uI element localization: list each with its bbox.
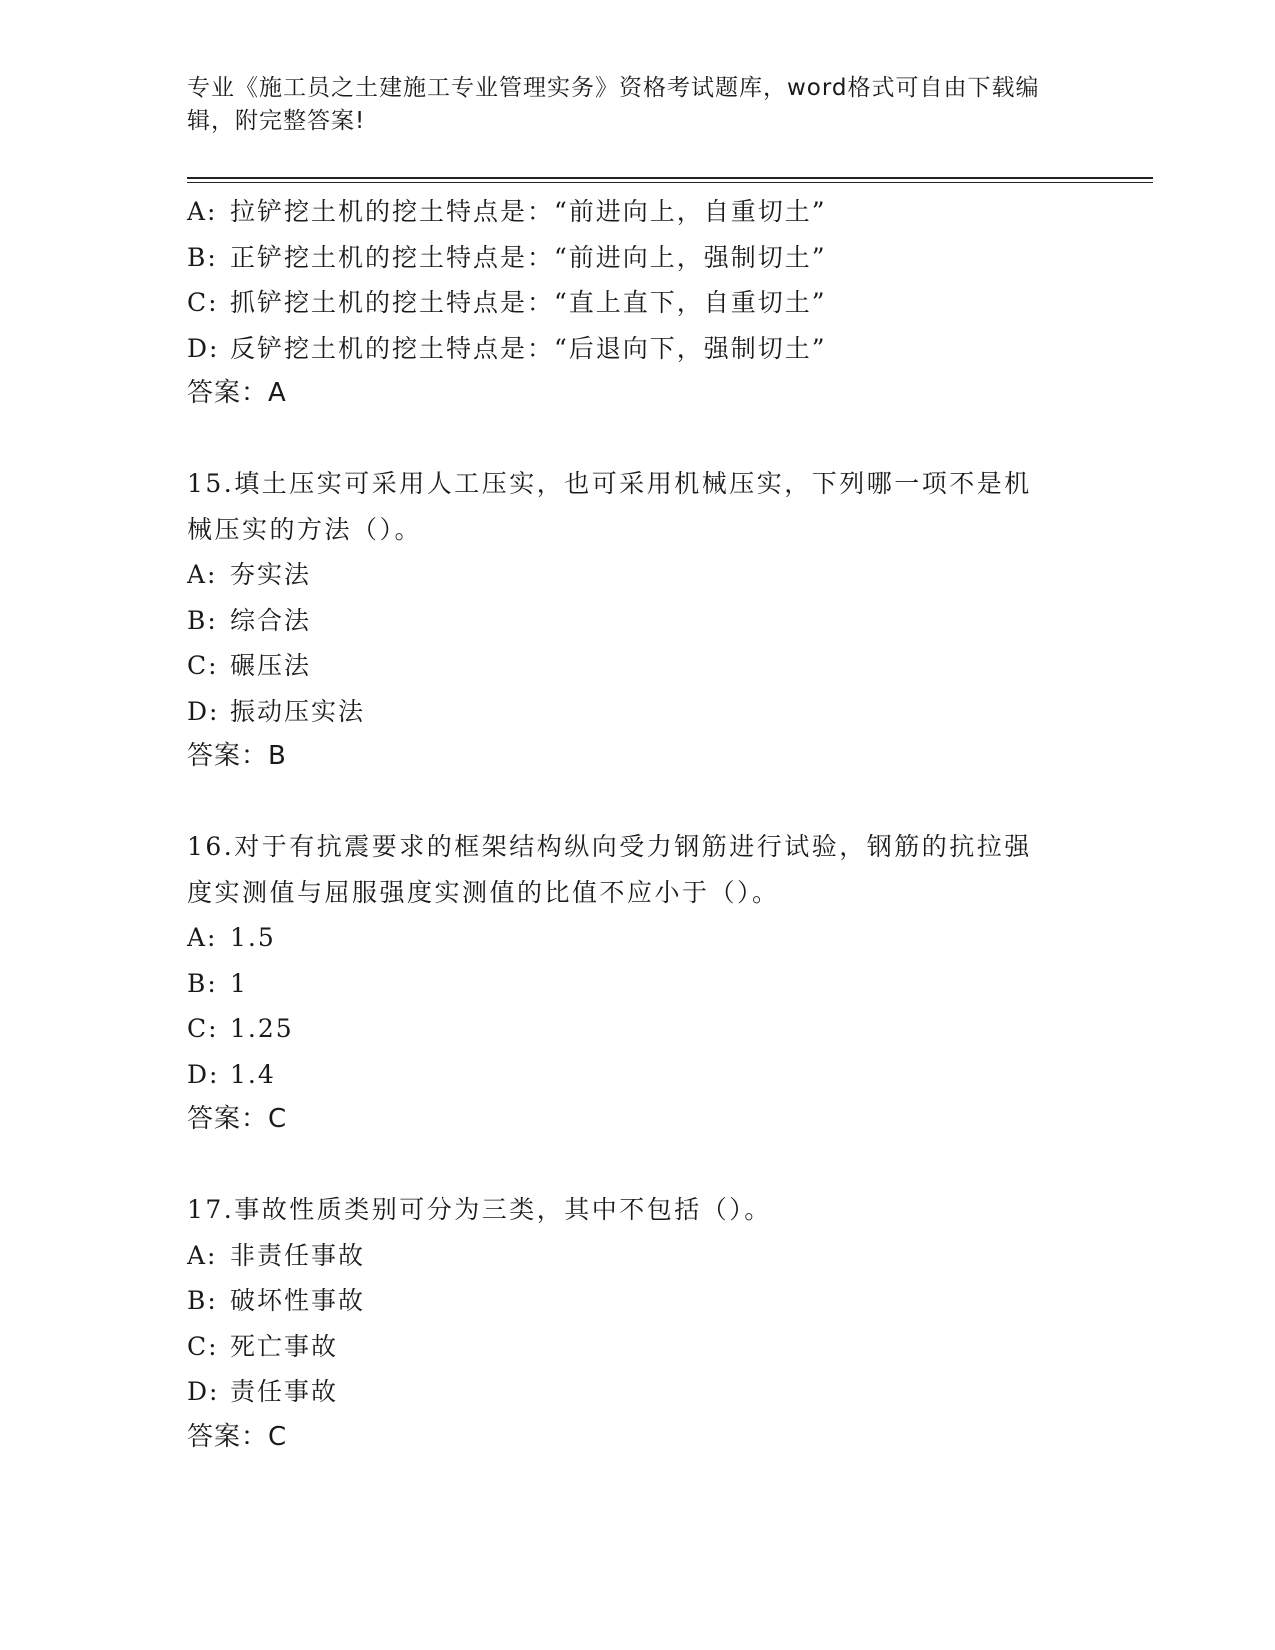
option-key: A: bbox=[187, 923, 218, 952]
stem-line-2: 械压实的方法（）。 bbox=[187, 514, 423, 544]
option-text: 夯实法 bbox=[230, 560, 312, 589]
option-d bbox=[187, 326, 1087, 372]
option-text: 1.4 bbox=[230, 1059, 276, 1089]
option-text: 正铲挖土机的挖土特点是：“前进向上，强制切土” bbox=[230, 242, 827, 272]
spacer bbox=[187, 1142, 1087, 1187]
option-a bbox=[187, 189, 1087, 235]
option-key: A: bbox=[187, 1240, 218, 1270]
question-15 bbox=[187, 461, 1087, 779]
option-a bbox=[187, 1233, 1087, 1279]
header-rule-thin bbox=[187, 182, 1153, 183]
option-text: 破坏性事故 bbox=[230, 1286, 366, 1315]
option-text: 碾压法 bbox=[230, 651, 312, 680]
option-b bbox=[187, 598, 1087, 644]
stem-line-2: 度实测值与屈服强度实测值的比值不应小于（）。 bbox=[187, 877, 780, 907]
option-text: 反铲挖土机的挖土特点是：“后退向下，强制切土” bbox=[230, 333, 827, 363]
answer-line: 答案：B bbox=[187, 741, 287, 771]
option-text: 振动压实法 bbox=[230, 696, 366, 726]
option-d bbox=[187, 1369, 1087, 1415]
option-key: D: bbox=[187, 1059, 220, 1089]
stem-line-1: 16.对于有抗震要求的框架结构纵向受力钢筋进行试验，钢筋的抗拉强 bbox=[187, 832, 1032, 861]
stem-line-1: 15.填土压实可采用人工压实，也可采用机械压实，下列哪一项不是机 bbox=[187, 469, 1032, 498]
option-key: B: bbox=[187, 968, 218, 998]
option-b bbox=[187, 235, 1087, 281]
option-text: 责任事故 bbox=[230, 1377, 339, 1406]
document-header bbox=[187, 72, 1067, 138]
header-line-1: 专业《施工员之土建施工专业管理实务》资格考试题库，word格式可自由下载编 bbox=[187, 75, 1040, 101]
option-key: C: bbox=[187, 288, 219, 317]
option-key: A: bbox=[187, 197, 218, 226]
question-stem bbox=[187, 461, 1067, 552]
option-d bbox=[187, 1052, 1087, 1098]
answer-line: 答案：C bbox=[187, 1104, 288, 1134]
option-text: 非责任事故 bbox=[230, 1240, 366, 1270]
option-key: C: bbox=[187, 1331, 219, 1361]
option-text: 死亡事故 bbox=[230, 1331, 339, 1361]
option-key: D: bbox=[187, 696, 220, 726]
option-a bbox=[187, 552, 1087, 598]
option-text: 1.5 bbox=[230, 923, 276, 952]
option-b bbox=[187, 961, 1087, 1007]
header-line-2: 辑，附完整答案! bbox=[187, 108, 366, 134]
option-c bbox=[187, 1006, 1087, 1052]
option-text: 1 bbox=[230, 968, 248, 998]
option-key: D: bbox=[187, 333, 220, 363]
question-stem bbox=[187, 824, 1067, 915]
stem-line-1: 17.事故性质类别可分为三类，其中不包括（）。 bbox=[187, 1195, 772, 1224]
header-rule-thick bbox=[187, 177, 1153, 179]
option-c bbox=[187, 643, 1087, 689]
question-list bbox=[187, 189, 1087, 1460]
option-b bbox=[187, 1278, 1087, 1324]
question-14-tail bbox=[187, 189, 1087, 416]
option-key: B: bbox=[187, 1286, 218, 1315]
option-key: B: bbox=[187, 605, 218, 635]
option-key: B: bbox=[187, 242, 218, 272]
answer-line: 答案：A bbox=[187, 378, 287, 408]
question-stem bbox=[187, 1187, 1067, 1233]
answer-line: 答案：C bbox=[187, 1421, 288, 1452]
question-16 bbox=[187, 824, 1087, 1142]
option-text: 1.25 bbox=[230, 1014, 294, 1043]
option-d bbox=[187, 689, 1087, 735]
option-key: C: bbox=[187, 651, 219, 680]
spacer bbox=[187, 416, 1087, 461]
spacer bbox=[187, 779, 1087, 824]
question-17 bbox=[187, 1187, 1087, 1460]
option-a bbox=[187, 915, 1087, 961]
option-c bbox=[187, 280, 1087, 326]
option-c bbox=[187, 1324, 1087, 1370]
option-text: 抓铲挖土机的挖土特点是：“直上直下，自重切土” bbox=[230, 288, 827, 317]
option-key: C: bbox=[187, 1014, 219, 1043]
option-key: A: bbox=[187, 560, 218, 589]
option-text: 综合法 bbox=[230, 605, 312, 635]
option-key: D: bbox=[187, 1377, 220, 1406]
option-text: 拉铲挖土机的挖土特点是：“前进向上，自重切土” bbox=[230, 197, 827, 226]
